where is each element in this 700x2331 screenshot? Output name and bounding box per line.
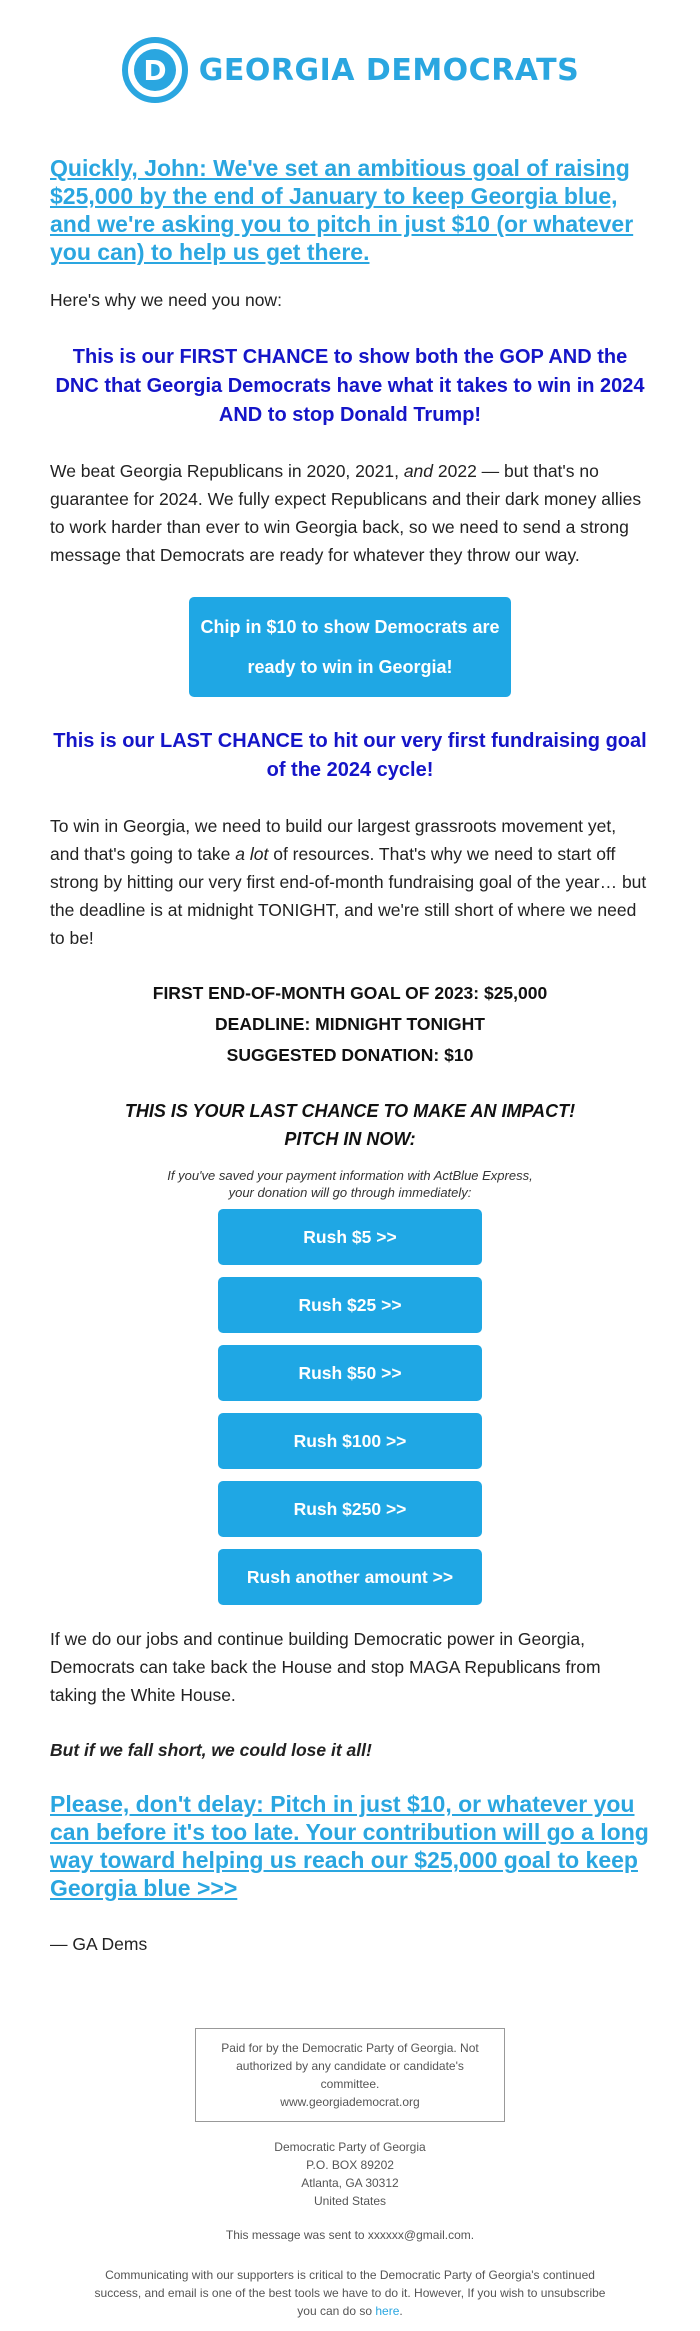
unsubscribe-text: Communicating with our supporters is critical to the Democratic Party of Georgia's continued success, and email is one of the best tools we have to do it. However, If you wish to unsubscribe you can do so here.: [94, 2268, 606, 2318]
impact-line-1: THIS IS YOUR LAST CHANCE TO MAKE AN IMPACT!: [124, 1101, 576, 1121]
rush-5-button[interactable]: Rush $5 >>: [218, 1209, 482, 1265]
paid-for-box: [195, 2028, 505, 2122]
rush-250-button[interactable]: Rush $250 >>: [218, 1481, 482, 1537]
logo-letter: D: [143, 54, 167, 87]
intro-donate-link[interactable]: Quickly, John: We've set an ambitious goal of raising $25,000 by the end of January to keep Georgia blue, and we're asking you to pitch in just $10 (or whatever you can) to help us get there.: [50, 155, 634, 265]
rush-100-button[interactable]: Rush $100 >>: [218, 1413, 482, 1469]
rush-50-button[interactable]: Rush $50 >>: [218, 1345, 482, 1401]
brand-name: GEORGIA DEMOCRATS: [198, 52, 580, 88]
paragraph-grassroots: To win in Georgia, we need to build our largest grassroots movement yet, and that's going to take a lot of resources. That's why we need to start off strong by hitting our very first end-of-month fundraising goal of the year… but the deadline is at midnight TONIGHT, and we're still short of where we need to be!: [50, 816, 647, 948]
closing-donate-link[interactable]: Please, don't delay: Pitch in just $10, or whatever you can before it's too late. Your contribution will go a long way toward helping us reach our $25,000 goal to keep Georgia blue >>>: [50, 1791, 649, 1901]
footer: [0, 2028, 700, 2320]
goal-suggested-donation: SUGGESTED DONATION: $10: [226, 1045, 474, 1065]
paragraph-democratic-power: If we do our jobs and continue building Democratic power in Georgia, Democrats can take back the House and stop MAGA Republicans from taking the White House.: [50, 1629, 601, 1705]
goal-block: [50, 978, 650, 1071]
paid-for-text: Paid for by the Democratic Party of Georgia. Not authorized by any candidate or candidate's committee.: [221, 2041, 479, 2091]
unsubscribe-link[interactable]: here: [375, 2304, 400, 2318]
rush-25-button[interactable]: Rush $25 >>: [218, 1277, 482, 1333]
website-text: www.georgiademocrat.org: [280, 2095, 420, 2109]
signature: — GA Dems: [50, 1934, 148, 1954]
impact-heading: [50, 1097, 650, 1153]
actblue-note: If you've saved your payment information with ActBlue Express, your donation will go through immediately:: [167, 1168, 533, 1200]
footer-address: Democratic Party of Georgia P.O. BOX 89202 Atlanta, GA 30312 United States: [274, 2140, 426, 2208]
sent-to-text: This message was sent to xxxxxx@gmail.com.: [225, 2228, 475, 2242]
why-text: Here's why we need you now:: [50, 290, 282, 310]
fall-short-text: But if we fall short, we could lose it all!: [50, 1740, 372, 1760]
goal-amount: FIRST END-OF-MONTH GOAL OF 2023: $25,000: [152, 983, 548, 1003]
rush-other-amount-button[interactable]: Rush another amount >>: [218, 1549, 482, 1605]
goal-deadline: DEADLINE: MIDNIGHT TONIGHT: [215, 1014, 485, 1034]
chip-in-button[interactable]: Chip in $10 to show Democrats are ready to win in Georgia!: [189, 597, 511, 697]
rush-button-list: [50, 1209, 650, 1605]
last-chance-heading: This is our LAST CHANCE to hit our very first fundraising goal of the 2024 cycle!: [53, 730, 647, 781]
paragraph-beat-republicans: We beat Georgia Republicans in 2020, 2021, and 2022 — but that's no guarantee for 2024. We fully expect Republicans and their dark money allies to work harder than ever to win Georgia back, so we need to send a strong message that Democrats are ready for whatever they throw our way.: [50, 461, 642, 565]
georgia-democrats-logo-icon: [121, 36, 189, 104]
first-chance-heading: This is our FIRST CHANCE to show both the GOP AND the DNC that Georgia Democrats have what it takes to win in 2024 AND to stop Donald Trump!: [55, 346, 645, 426]
header-logo[interactable]: [0, 0, 700, 104]
impact-line-2: PITCH IN NOW:: [284, 1129, 416, 1149]
